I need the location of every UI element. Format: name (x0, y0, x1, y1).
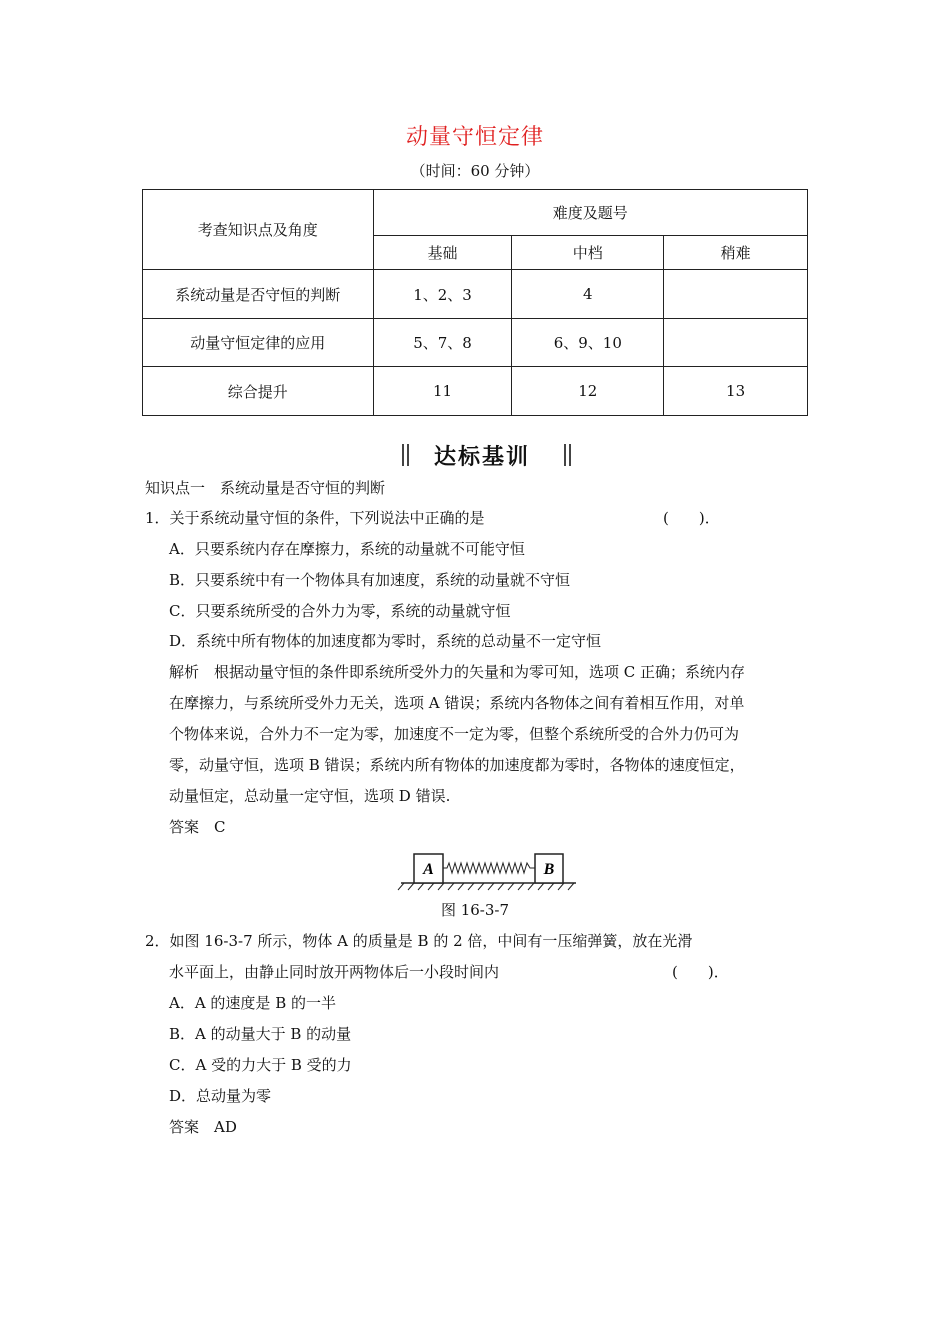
q1-option-c: C．只要系统所受的合外力为零，系统的动量就守恒 (169, 602, 511, 620)
table-difficulty-header: 难度及题号 (373, 190, 807, 236)
row-basic: 1、2、3 (373, 270, 512, 319)
q1-answer-bracket: ( )． (663, 509, 720, 527)
q1-analysis-line: 动量恒定，总动量一定守恒，选项 D 错误. (169, 787, 451, 805)
q1-analysis-line: 在摩擦力，与系统所受外力无关，选项 A 错误；系统内各物体之间有着相互作用，对单 (169, 694, 745, 712)
figure-caption: 图 16-3-7 (440, 901, 510, 919)
row-basic: 5、7、8 (373, 319, 512, 367)
section-bar-left (402, 444, 410, 466)
section-bar-right (564, 444, 572, 466)
q1-option-b: B．只要系统中有一个物体具有加速度，系统的动量就不守恒 (169, 571, 571, 589)
block-a-label: A (423, 861, 434, 878)
row-topic: 综合提升 (143, 367, 374, 416)
q1-option-d: D．系统中所有物体的加速度都为零时，系统的总动量不一定守恒 (169, 632, 602, 650)
row-medium: 4 (512, 270, 664, 319)
table-row (143, 367, 808, 416)
compressed-spring (443, 863, 535, 873)
difficulty-table (142, 189, 808, 416)
q2-option-b: B．A 的动量大于 B 的动量 (169, 1025, 352, 1043)
q1-analysis-line: 个物体来说，合外力不一定为零，加速度不一定为零，但整个系统所受的合外力仍可为 (169, 725, 740, 743)
table-row (143, 319, 808, 367)
row-basic: 11 (373, 367, 512, 416)
level-hard: 稍难 (664, 236, 808, 270)
q1-option-a: A．只要系统内存在摩擦力，系统的动量就不可能守恒 (169, 540, 525, 558)
q2-option-d: D．总动量为零 (169, 1087, 272, 1105)
row-hard (664, 270, 808, 319)
row-medium: 6、9、10 (512, 319, 664, 367)
table-corner-header: 考查知识点及角度 (143, 190, 374, 270)
row-hard: 13 (664, 367, 808, 416)
q2-stem-line: 2．如图 16-3-7 所示，物体 A 的质量是 B 的 2 倍，中间有一压缩弹簧，放在光滑 (145, 932, 693, 950)
section-title: 达标基训 (434, 445, 531, 470)
section-heading (400, 440, 575, 472)
q2-answer: 答案 AD (169, 1118, 237, 1136)
row-topic: 动量守恒定律的应用 (143, 319, 374, 367)
q2-option-c: C．A 受的力大于 B 受的力 (169, 1056, 352, 1074)
block-b-label: B (543, 861, 555, 878)
row-medium: 12 (512, 367, 664, 416)
q2-stem-line: 水平面上，由静止同时放开两物体后一小段时间内 (169, 963, 500, 981)
ground-hatching (398, 883, 574, 890)
q2-option-a: A．A 的速度是 B 的一半 (169, 994, 336, 1012)
knowledge-point: 知识点一 系统动量是否守恒的判断 (145, 479, 386, 497)
row-hard (664, 319, 808, 367)
q1-stem: 1．关于系统动量守恒的条件，下列说法中正确的是 (145, 509, 485, 527)
q1-analysis-line: 解析 根据动量守恒的条件即系统所受外力的矢量和为零可知，选项 C 正确；系统内存 (169, 663, 746, 681)
table-row (143, 270, 808, 319)
q1-analysis-line: 零，动量守恒，选项 B 错误；系统内所有物体的加速度都为零时，各物体的速度恒定， (169, 756, 745, 774)
row-topic: 系统动量是否守恒的判断 (143, 270, 374, 319)
level-basic: 基础 (373, 236, 512, 270)
q2-answer-bracket: ( )． (672, 963, 729, 981)
spring-blocks-figure (396, 846, 582, 892)
page-title: 动量守恒定律 (405, 125, 544, 150)
time-limit: （时间：60 分钟） (410, 162, 540, 180)
level-medium: 中档 (512, 236, 664, 270)
q1-answer: 答案 C (169, 818, 226, 836)
